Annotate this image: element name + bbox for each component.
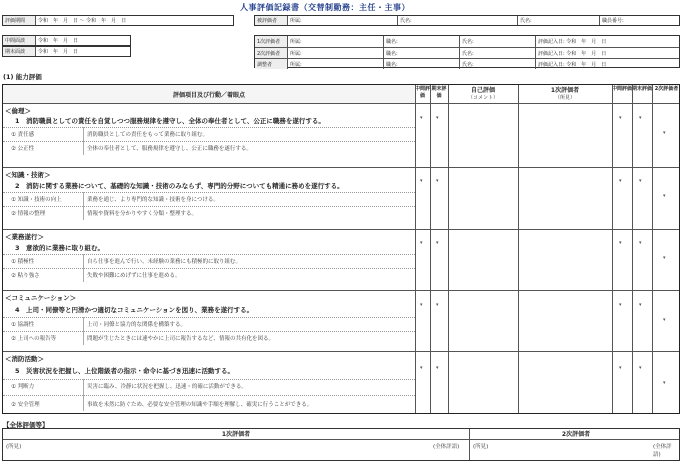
- category-5-sub-2-name: ② 安全管理: [11, 402, 40, 408]
- row-divider: [3, 192, 415, 193]
- period-field[interactable]: 令和 年 月 日 ～ 令和 年 月 日: [35, 16, 233, 25]
- category-1-sub-2-name: ② 公正性: [11, 146, 35, 152]
- header-divider: [3, 103, 679, 104]
- sub-divider: [83, 192, 84, 220]
- evaluator-1-date[interactable]: 評価記入日: 令和 年 月 日: [535, 36, 679, 47]
- evaluator-row-1: [255, 36, 679, 47]
- evaluators-box: [254, 35, 680, 68]
- evaluatee-name[interactable]: 氏名:: [397, 16, 517, 25]
- evaluator-3-post[interactable]: 職名:: [383, 59, 459, 69]
- evaluator-1-label: 1次評価者: [255, 36, 287, 47]
- dropdown-icon[interactable]: ▾: [639, 365, 642, 371]
- evaluator-row-2: [255, 47, 679, 58]
- category-3-sub-1-desc: 自ら仕事を進んで行い、未経験の業務にも積極的に取り組む。: [87, 259, 242, 265]
- dropdown-icon[interactable]: ▾: [639, 240, 642, 246]
- period-box: [2, 15, 234, 26]
- col-divider: [612, 85, 613, 413]
- section-title: (1) 能力評価: [3, 73, 42, 81]
- dropdown-icon[interactable]: ▾: [436, 302, 439, 308]
- evaluator-1-post[interactable]: 職名:: [383, 36, 459, 47]
- overall-second-grade[interactable]: (全体評語): [653, 444, 672, 458]
- overall-second-comment[interactable]: (所見): [473, 444, 489, 450]
- col-divider: [448, 85, 449, 413]
- row-divider: [3, 379, 415, 380]
- overall-second: 2次評価者: [469, 429, 682, 439]
- category-2-sub-1-desc: 業務を通じ、より専門的な知識・技術を身につける。: [87, 197, 219, 203]
- dropdown-icon[interactable]: ▾: [619, 115, 622, 121]
- dropdown-icon[interactable]: ▾: [619, 302, 622, 308]
- evaluator-row-3: [255, 58, 679, 69]
- category-3-item: 3 意欲的に業務に取り組む。: [15, 244, 105, 252]
- interim-label: 中間面談: [3, 36, 35, 45]
- category-1-name: ＜倫理＞: [5, 107, 31, 115]
- overall-first: 1次評価者: [221, 431, 251, 438]
- category-2-sub-1-name: ① 知識・技術の向上: [11, 197, 62, 203]
- evaluator-3-date[interactable]: 評価記入日: 令和 年 月 日: [535, 59, 679, 69]
- evaluator-2-dept[interactable]: 所属:: [287, 48, 383, 58]
- header-second: 2次評価者: [654, 86, 679, 92]
- overall-col-divider: [469, 439, 470, 460]
- category-4-item: 4 上司・同僚等と円滑かつ適切なコミュニケーションを図り、業務を遂行する。: [15, 306, 254, 314]
- overall-divider: [3, 439, 679, 440]
- col-divider: [430, 85, 431, 413]
- row-divider: [3, 254, 415, 255]
- final-field[interactable]: 令和 年 月 日: [35, 47, 130, 56]
- dropdown-icon[interactable]: ▾: [663, 317, 666, 323]
- dropdown-icon[interactable]: ▾: [663, 193, 666, 199]
- evaluatee-idno[interactable]: 職員番号:: [599, 16, 679, 25]
- header-self: [448, 85, 518, 103]
- col-divider: [415, 85, 416, 413]
- dropdown-icon[interactable]: ▾: [420, 240, 423, 246]
- dropdown-icon[interactable]: ▾: [639, 178, 642, 184]
- dropdown-icon[interactable]: ▾: [436, 178, 439, 184]
- category-1-sub-2-desc: 全体の奉仕者として、服務規律を遵守し、公正に職務を遂行する。: [87, 146, 252, 152]
- category-divider: [3, 290, 679, 291]
- category-5-sub-2-desc: 事故を未然に防ぐため、必要な安全管理の知識や手順を理解し、確実に行うことができる。: [87, 402, 313, 408]
- header-first-sub: （所見）: [554, 95, 575, 101]
- category-3-sub-2-name: ② 粘り強さ: [11, 273, 40, 279]
- dropdown-icon[interactable]: ▾: [663, 380, 666, 386]
- sub-divider: [83, 379, 84, 411]
- category-2-name: ＜知識・技術＞: [5, 171, 51, 179]
- overall-first-grade[interactable]: (全体評語): [433, 444, 460, 450]
- interim-field[interactable]: 令和 年 月 日: [35, 36, 130, 45]
- header-self-title: 自己評価: [470, 87, 495, 94]
- dropdown-icon[interactable]: ▾: [420, 178, 423, 184]
- evaluator-3-dept[interactable]: 所属:: [287, 59, 383, 69]
- category-3-sub-1-name: ① 積極性: [11, 259, 35, 265]
- header-first-title: 1次評価者: [550, 87, 580, 94]
- category-2-sub-2-desc: 情報や資料を分かりやすく分類・整理する。: [87, 211, 198, 217]
- category-5-sub-1-desc: 災害に臨み、冷静に状況を把握し、迅速・的確に活動ができる。: [87, 384, 247, 390]
- header-mid2: 中間評価: [612, 86, 633, 92]
- overall-first-comment[interactable]: (所見): [6, 444, 22, 450]
- category-2-sub-2-name: ② 情報の整理: [11, 211, 46, 217]
- row-divider: [3, 317, 415, 318]
- row-divider: [3, 395, 415, 396]
- header-self-sub: （コメント）: [467, 95, 498, 101]
- category-5-sub-1-name: ① 判断力: [11, 384, 35, 390]
- category-3-sub-2-desc: 失敗や困難にめげずに仕事を進める。: [87, 273, 181, 279]
- row-divider: [3, 331, 415, 332]
- category-4-sub-1-desc: 上司・同僚と協力的な関係を構築する。: [87, 322, 187, 328]
- category-4-sub-1-name: ① 協調性: [11, 322, 35, 328]
- period-label: 評価期間: [3, 16, 35, 25]
- evaluator-2-label: 2次評価者: [255, 48, 287, 58]
- header-items: 評価項目及び行動／着眼点: [3, 85, 415, 103]
- dropdown-icon[interactable]: ▾: [436, 115, 439, 121]
- sub-divider: [83, 254, 84, 282]
- col-divider: [632, 85, 633, 413]
- overall-label: 【全体評価等】: [3, 421, 49, 429]
- evaluatee-dept[interactable]: 所属:: [287, 16, 397, 25]
- category-4-name: ＜コミュニケーション＞: [5, 294, 77, 302]
- dropdown-icon[interactable]: ▾: [619, 240, 622, 246]
- category-4-sub-2-desc: 問題が生じたときには速やかに上司に報告するなど、情報の共有化を図る。: [87, 336, 275, 342]
- evaluator-1-dept[interactable]: 所属:: [287, 36, 383, 47]
- row-divider: [3, 206, 415, 207]
- evaluator-2-date[interactable]: 評価記入日: 令和 年 月 日: [535, 48, 679, 58]
- dropdown-icon[interactable]: ▾: [420, 115, 423, 121]
- evaluatee-name-label: 氏名:: [520, 18, 532, 24]
- evaluator-3-name[interactable]: 氏名:: [459, 59, 535, 69]
- row-divider: [3, 268, 415, 269]
- category-divider: [3, 167, 679, 168]
- page-title: 人事評価記録書（交替制勤務：主任・主事）: [240, 3, 410, 12]
- ability-evaluation-table: [2, 84, 680, 414]
- category-divider: [3, 229, 679, 230]
- category-3-name: ＜業務遂行＞: [5, 233, 44, 241]
- sub-divider: [83, 317, 84, 345]
- interim-box: [2, 35, 131, 46]
- evaluator-2-post[interactable]: 職名:: [383, 48, 459, 58]
- sub-divider: [83, 127, 84, 155]
- evaluatee-box: [254, 15, 680, 26]
- overall-box: [2, 428, 680, 461]
- dropdown-icon[interactable]: ▾: [663, 255, 666, 261]
- evaluatee-name2[interactable]: [517, 16, 599, 25]
- category-5-name: ＜消防活動＞: [5, 355, 44, 363]
- category-1-sub-1-desc: 消防職員としての責任をもって業務に取り組む。: [87, 132, 209, 138]
- dropdown-icon[interactable]: ▾: [663, 130, 666, 136]
- header-end1: 期末評価: [431, 86, 447, 99]
- category-5-item: 5 災害状況を把握し、上位階級者の指示・命令に基づき迅速に活動する。: [15, 367, 235, 375]
- final-box: [2, 46, 131, 57]
- col-divider: [518, 85, 519, 413]
- header-end2: 期末評価: [632, 86, 653, 92]
- category-divider: [3, 351, 679, 352]
- dropdown-icon[interactable]: ▾: [619, 365, 622, 371]
- dropdown-icon[interactable]: ▾: [436, 365, 439, 371]
- row-divider: [3, 141, 415, 142]
- header-mid1: 中間評価: [415, 86, 431, 99]
- category-4-sub-2-name: ② 上司への報告等: [11, 336, 57, 342]
- dropdown-icon[interactable]: ▾: [420, 302, 423, 308]
- category-1-sub-1-name: ① 責任感: [11, 132, 35, 138]
- dropdown-icon[interactable]: ▾: [619, 178, 622, 184]
- category-1-item: 1 消防職員としての責任を自覚しつつ服務規律を遵守し、全体の奉仕者として、公正に職務を遂行する。: [15, 117, 325, 125]
- dropdown-icon[interactable]: ▾: [420, 365, 423, 371]
- col-divider: [652, 85, 653, 413]
- category-2-item: 2 消防に関する業務について、基礎的な知識・技術のみならず、専門的分野についても精通に務めを遂行する。: [15, 182, 344, 190]
- evaluator-2-name[interactable]: 氏名:: [459, 48, 535, 58]
- dropdown-icon[interactable]: ▾: [639, 115, 642, 121]
- header-first: [518, 85, 612, 103]
- evaluator-1-name[interactable]: 氏名:: [459, 36, 535, 47]
- dropdown-icon[interactable]: ▾: [639, 302, 642, 308]
- dropdown-icon[interactable]: ▾: [436, 240, 439, 246]
- evaluator-3-label: 調整者: [255, 59, 287, 69]
- row-divider: [3, 127, 415, 128]
- final-label: 期末面談: [3, 47, 35, 56]
- evaluatee-label: 被評価者: [255, 16, 287, 25]
